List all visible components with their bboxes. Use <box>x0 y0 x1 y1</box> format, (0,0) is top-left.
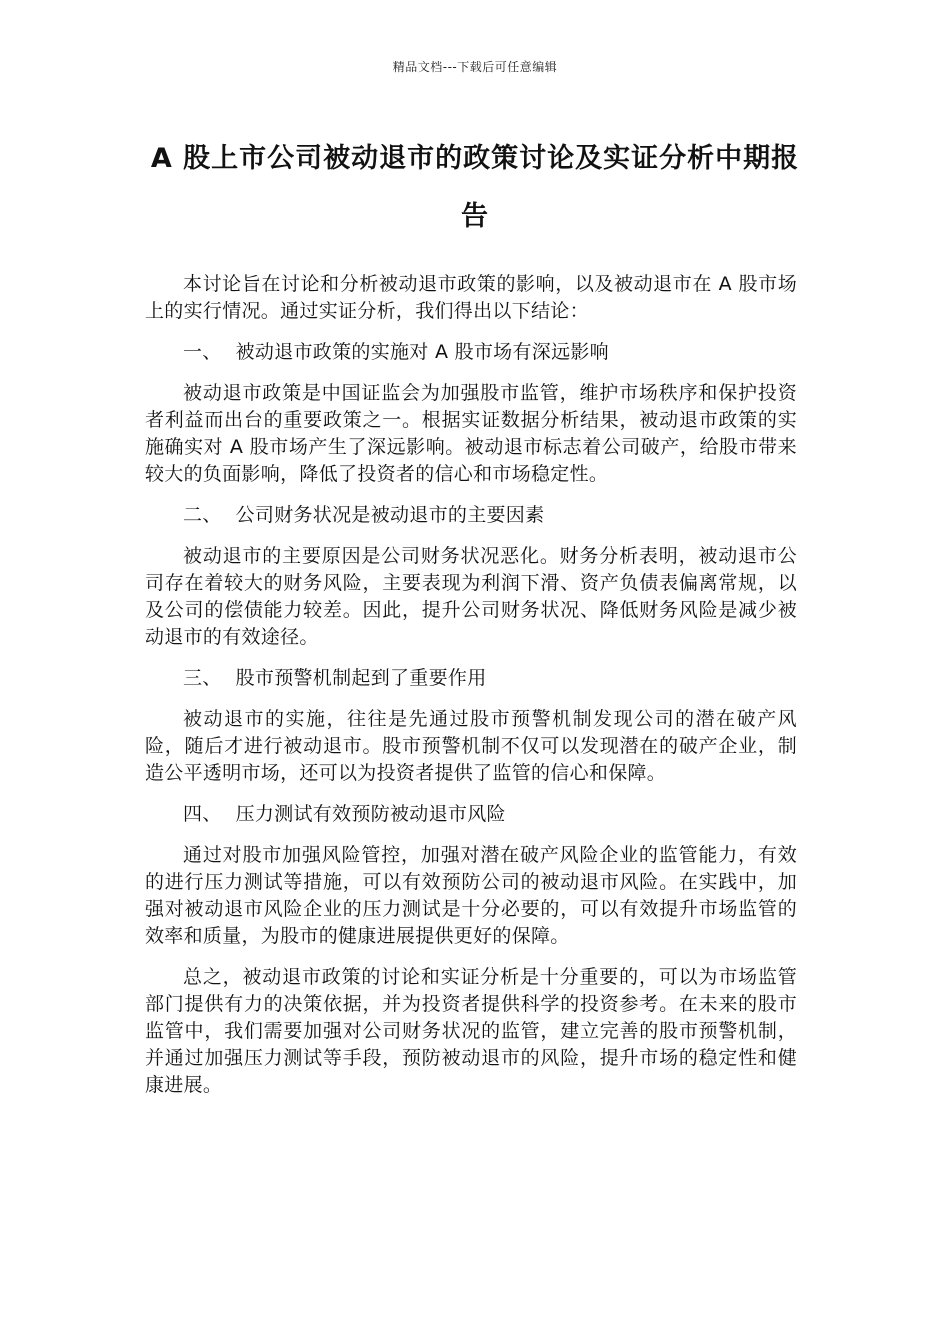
conclusion-paragraph: 总之，被动退市政策的讨论和实证分析是十分重要的，可以为市场监管部门提供有力的决策依据，并为投资者提供科学的投资参考。在未来的股市监管中，我们需要加强对公司财务状况的监管，建立完善的股市预警机制，并通过加强压力测试等手段，预防被动退市的风险，提升市场的稳定性和健康进展。 <box>145 966 797 1096</box>
section-body-1: 被动退市政策是中国证监会为加强股市监管，维护市场秩序和保护投资者利益而出台的重要政策之一。根据实证数据分析结果，被动退市政策的实施确实对 A 股市场产生了深远影响。被动退市标志着公司破产，给股市带来较大的负面影响，降低了投资者的信心和市场稳定性。 <box>145 382 797 485</box>
intro-paragraph: 本讨论旨在讨论和分析被动退市政策的影响，以及被动退市在 A 股市场上的实行情况。通过实证分析，我们得出以下结论： <box>145 273 797 322</box>
document-body <box>145 271 797 1113</box>
section-number: 三、 <box>183 667 222 689</box>
section-number: 一、 <box>183 341 222 363</box>
section-number: 二、 <box>183 504 222 526</box>
section-heading-text: 被动退市政策的实施对 A 股市场有深远影响 <box>235 341 609 363</box>
section-heading-text: 股市预警机制起到了重要作用 <box>235 667 487 689</box>
section-body-3: 被动退市的实施，往往是先通过股市预警机制发现公司的潜在破产风险，随后才进行被动退市。股市预警机制不仅可以发现潜在的破产企业，制造公平透明市场，还可以为投资者提供了监管的信心和保障。 <box>145 708 797 784</box>
section-heading-3 <box>145 665 797 692</box>
header-watermark: 精品文档---下载后可任意编辑 <box>392 60 558 74</box>
section-heading-2 <box>145 502 797 529</box>
section-body-4: 通过对股市加强风险管控，加强对潜在破产风险企业的监管能力，有效的进行压力测试等措施，可以有效预防公司的被动退市风险。在实践中，加强对被动退市风险企业的压力测试是十分必要的，可以有效提升市场监管的效率和质量，为股市的健康进展提供更好的保障。 <box>145 844 797 947</box>
section-body-2: 被动退市的主要原因是公司财务状况恶化。财务分析表明，被动退市公司存在着较大的财务风险，主要表现为利润下滑、资产负债表偏离常规，以及公司的偿债能力较差。因此，提升公司财务状况、降低财务风险是减少被动退市的有效途径。 <box>145 545 797 648</box>
section-heading-4 <box>145 801 797 828</box>
section-heading-text: 公司财务状况是被动退市的主要因素 <box>235 504 545 526</box>
document-title: A 股上市公司被动退市的政策讨论及实证分析中期报告 <box>150 143 800 232</box>
section-heading-text: 压力测试有效预防被动退市风险 <box>235 803 506 825</box>
section-heading-1 <box>145 339 797 366</box>
section-number: 四、 <box>183 803 222 825</box>
